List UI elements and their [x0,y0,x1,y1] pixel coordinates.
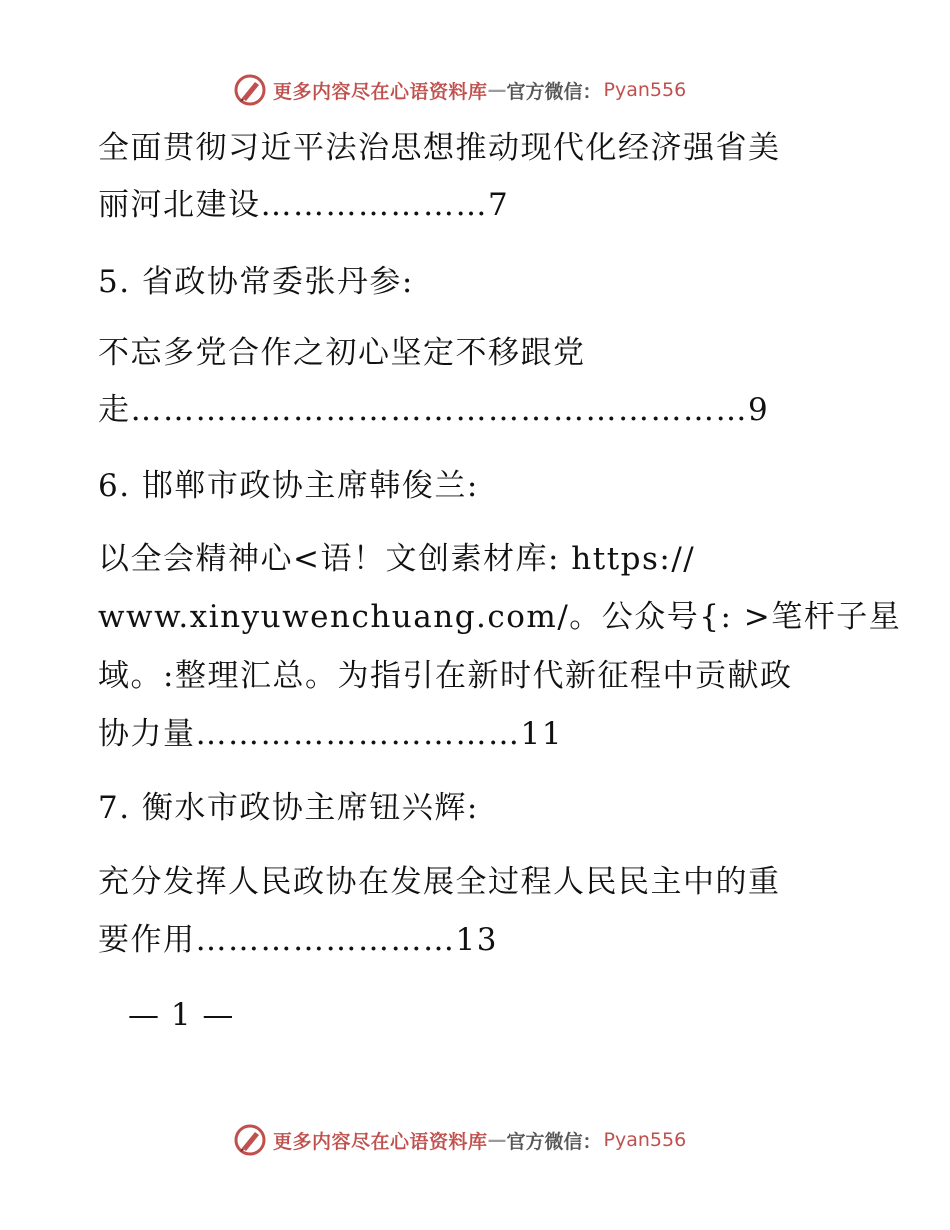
toc-line: 协力量…………………………11 [98,716,563,752]
toc-line: 丽河北建设…………………7 [98,187,510,223]
watermark-separator: — [487,1129,507,1151]
toc-line: 充分发挥人民政协在发展全过程人民民主中的重 [98,864,781,900]
watermark-id: Pyan556 [603,79,687,101]
toc-line: 不忘多党合作之初心坚定不移跟党 [98,335,586,371]
toc-line: 要作用……………………13 [98,922,498,958]
toc-line: 域。:整理汇总。为指引在新时代新征程中贡献政 [98,658,793,694]
toc-line: 以全会精神心<语！文创素材库: https:// [98,541,696,577]
toc-line: 6. 邯郸市政协主席韩俊兰: [98,468,479,504]
header-watermark [233,72,686,108]
watermark-text: 更多内容尽在心语资料库 [273,1130,488,1153]
footer-watermark [233,1122,686,1158]
toc-line: www.xinyuwenchuang.com/。公众号{: >笔杆子星 [98,599,902,635]
toc-line: 5. 省政协常委张丹参: [98,264,414,300]
toc-line: 全面贯彻习近平法治思想推动现代化经济强省美 [98,130,781,166]
watermark-separator: — [487,79,507,101]
watermark-official: 官方微信： [506,1130,602,1153]
page-number: — 1 — [128,997,235,1033]
watermark-text: 更多内容尽在心语资料库 [273,80,488,103]
pen-logo-icon [233,73,267,107]
watermark-official: 官方微信： [506,80,602,103]
toc-line: 7. 衡水市政协主席钮兴辉: [98,790,479,826]
watermark-id: Pyan556 [603,1129,687,1151]
pen-logo-icon [233,1123,267,1157]
toc-line: 走…………………………………………………9 [98,392,770,428]
